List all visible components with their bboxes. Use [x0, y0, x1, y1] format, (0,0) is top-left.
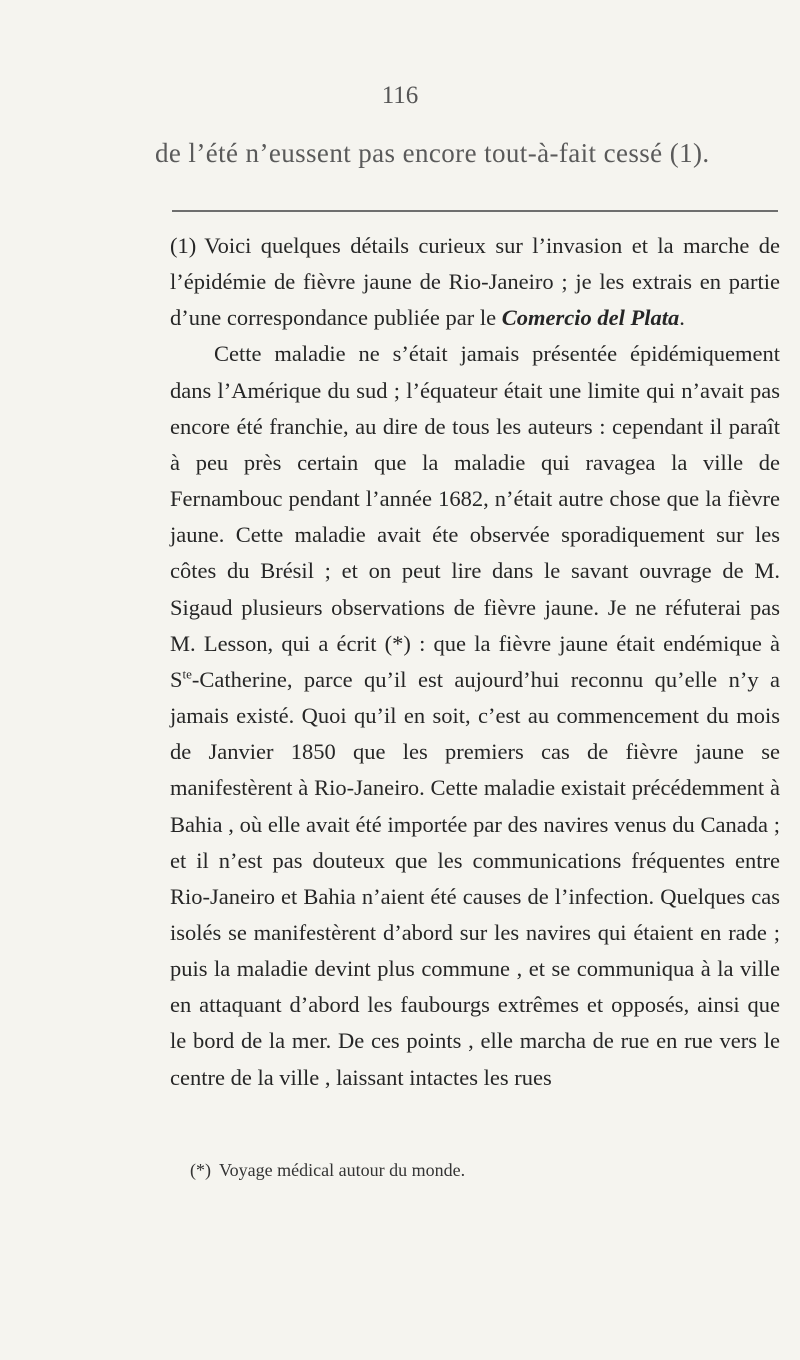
footnote-paragraph-2 [170, 336, 780, 1095]
footnote-separator-rule [172, 210, 778, 212]
footnote-p2-text-a: Cette maladie ne s’était jamais présentée épidémiquement dans l’Amérique du sud ; l’équateur était une limite qui n’avait pas encore été franchie, au dire de tous les auteurs : cependant il paraît à peu près certain que la maladie qui ravagea la ville de Fernambouc pendant l’année 1682, n’était autre chose que la fièvre jaune. Cette maladie avait éte observée sporadiquement sur les côtes du Brésil ; et on peut lire dans le savant ouvrage de M. Sigaud plusieurs observations de fièvre jaune. Je ne réfuterai pas M. Lesson, qui a écrit [170, 341, 780, 656]
subnote-reference: (*) [384, 630, 411, 656]
footnote-text [170, 228, 780, 1096]
footnote-p1-end: . [679, 305, 685, 331]
footnote-p1-text: Voici quelques détails curieux sur l’invasion et la marche de l’épidémie de fièvre jaune de Rio-Janeiro ; je les extrais en partie d’une correspondance publiée par le [170, 233, 780, 331]
journal-title: Comercio del Plata [501, 305, 680, 331]
superscript-te: te [182, 666, 192, 682]
footnote-paragraph-1 [170, 228, 780, 336]
footnote-p2-text-c: -Catherine, parce qu’il est aujourd’hui reconnu qu’elle n’y a jamais existé. Quoi qu’il en soit, c’est au commencement du mois de Janvier 1850 que les premiers cas de fièvre jaune se manifestèrent à Rio-Janeiro. Cette maladie existait précédemment à Bahia , où elle avait été importée par des navires venus du Canada ; et il n’est pas douteux que les communications fréquentes entre Rio-Janeiro et Bahia n’aient été causes de l’infection. Quelques cas isolés se manifestèrent d’abord sur les navires qui étaient en rade ; puis la maladie devint plus commune , et se communiqua à la ville en attaquant d’abord les faubourgs extrêmes et opposés, ainsi que le bord de la mer. De ces points , elle marcha de rue en rue vers le centre de la ville , laissant intactes les rues [170, 666, 780, 1090]
footnote-mark: (1) [170, 233, 197, 258]
subnote [190, 1160, 750, 1181]
continuation-line: de l’été n’eussent pas encore tout-à-fait cessé (1). [155, 138, 710, 168]
footnote-p2-text-b: : que la fièvre jaune était endémique à S [170, 630, 780, 692]
page-number: 116 [381, 82, 419, 109]
subnote-mark: (*) [190, 1160, 211, 1180]
subnote-text: Voyage médical autour du monde. [219, 1160, 466, 1180]
